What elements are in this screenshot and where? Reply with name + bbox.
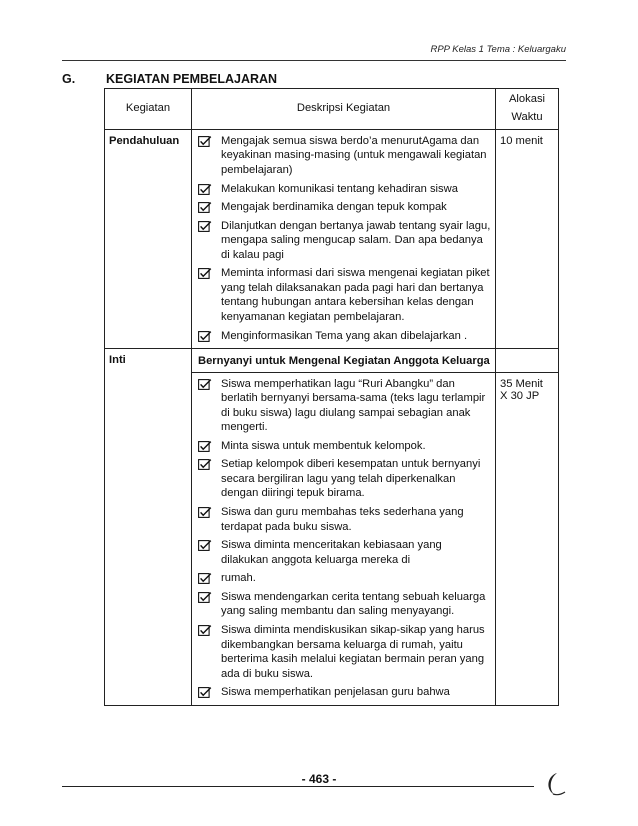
checklist-item [198,266,491,324]
checklist-item [198,590,491,619]
page-number: - 463 - [301,772,337,786]
checklist-item-text: Siswa memperhatikan lagu “Ruri Abangku” dan berlatih bernyanyi bersama-sama (teks lagu terlampir di buku siswa) lagu diulang sampai sebagian anak mengerti. [221,377,486,434]
checkbox-checked-icon [198,540,212,551]
label-inti: Inti [105,349,192,706]
checklist-item [198,182,491,197]
checkbox-checked-icon [198,331,212,342]
checklist-item-text: Siswa diminta mendiskusikan sikap-sikap yang harus dikembangkan bersama keluarga di rumah, yaitu berterima kasih melalui kegiatan bermain peran yang ada di buku siswa. [221,623,485,680]
header-alokasi: Alokasi Waktu [496,89,559,130]
time-inti-line1: 35 Menit [500,377,543,390]
checklist-item-text: Dilanjutkan dengan bertanya jawab tentang syair lagu, mengapa saling mengucap salam. Dan apa bedanya di kalau pagi [221,219,491,261]
checklist-item [198,457,491,501]
checklist-item-text: Melakukan komunikasi tentang kehadiran siswa [221,182,458,195]
row-pendahuluan [105,129,559,348]
checkbox-checked-icon [198,221,212,232]
checklist-item [198,439,491,454]
section-number: G. [62,72,76,86]
checkbox-checked-icon [198,459,212,470]
checklist-item-text: Siswa diminta menceritakan kebiasaan yang dilakukan anggota keluarga mereka di [221,539,442,566]
checklist-item-text: Mengajak berdinamika dengan tepuk kompak [221,201,447,214]
checklist-item-text: rumah. [221,572,256,585]
checkbox-checked-icon [198,507,212,518]
checklist-item-text: Siswa dan guru membahas teks sederhana yang terdapat pada buku siswa. [221,506,464,533]
checklist-item [198,219,491,263]
table-header-row [105,89,559,130]
header-deskripsi: Deskripsi Kegiatan [192,89,496,130]
checklist-item [198,134,491,178]
checklist-item [198,200,491,215]
section-title: KEGIATAN PEMBELAJARAN [106,72,278,86]
section-heading [62,72,277,86]
time-inti-blank [496,349,559,372]
time-inti [496,372,559,705]
activity-table [104,88,559,706]
checklist-item-text: Meminta informasi dari siswa mengenai kegiatan piket yang telah dilaksanakan pada pagi hari dan bertanya tentang hubungan antara kebersihan kelas dengan kenyamanan kegiatan pembelajaran. [221,267,490,324]
footer-rule [62,786,534,787]
checklist-item [198,571,491,586]
checklist-item-text: Mengajak semua siswa berdo’a menurutAgama dan keyakinan masing-masing (untuk mengawali kegiatan pembelajaran) [221,134,487,176]
checkbox-checked-icon [198,687,212,698]
header-rule [62,60,566,61]
inti-items [192,372,496,705]
checkbox-checked-icon [198,573,212,584]
time-pendahuluan: 10 menit [496,129,559,348]
checkbox-checked-icon [198,441,212,452]
checklist-item-text: Minta siswa untuk membentuk kelompok. [221,439,426,452]
checklist-item [198,377,491,435]
inti-subheading: Bernyanyi untuk Mengenal Kegiatan Anggota Keluarga [192,349,496,372]
checklist-item-text: Setiap kelompok diberi kesempatan untuk bernyanyi secara bergiliran lagu yang telah diperkenalkan dengan diiringi tepuk birama. [221,458,481,500]
checkbox-checked-icon [198,184,212,195]
checkbox-checked-icon [198,136,212,147]
crescent-logo-icon [541,770,567,798]
checklist-item [198,623,491,681]
checklist-item [198,329,491,344]
checklist-item-text: Siswa memperhatikan penjelasan guru bahwa [221,686,450,699]
checklist-item [198,538,491,567]
checkbox-checked-icon [198,268,212,279]
checkbox-checked-icon [198,202,212,213]
pendahuluan-items [192,129,496,348]
header-kegiatan: Kegiatan [105,89,192,130]
time-inti-line2: X 30 JP [500,389,540,402]
row-inti-heading [105,349,559,372]
checkbox-checked-icon [198,625,212,636]
checklist-item [198,505,491,534]
running-header: RPP Kelas 1 Tema : Keluargaku [430,44,566,55]
label-pendahuluan: Pendahuluan [105,129,192,348]
checklist-item-text: Menginformasikan Tema yang akan dibelajarkan . [221,329,468,342]
checkbox-checked-icon [198,379,212,390]
checklist-item [198,685,491,700]
checklist-item-text: Siswa mendengarkan cerita tentang sebuah keluarga yang saling membantu dan saling menyayangi. [221,590,486,618]
checkbox-checked-icon [198,592,212,603]
